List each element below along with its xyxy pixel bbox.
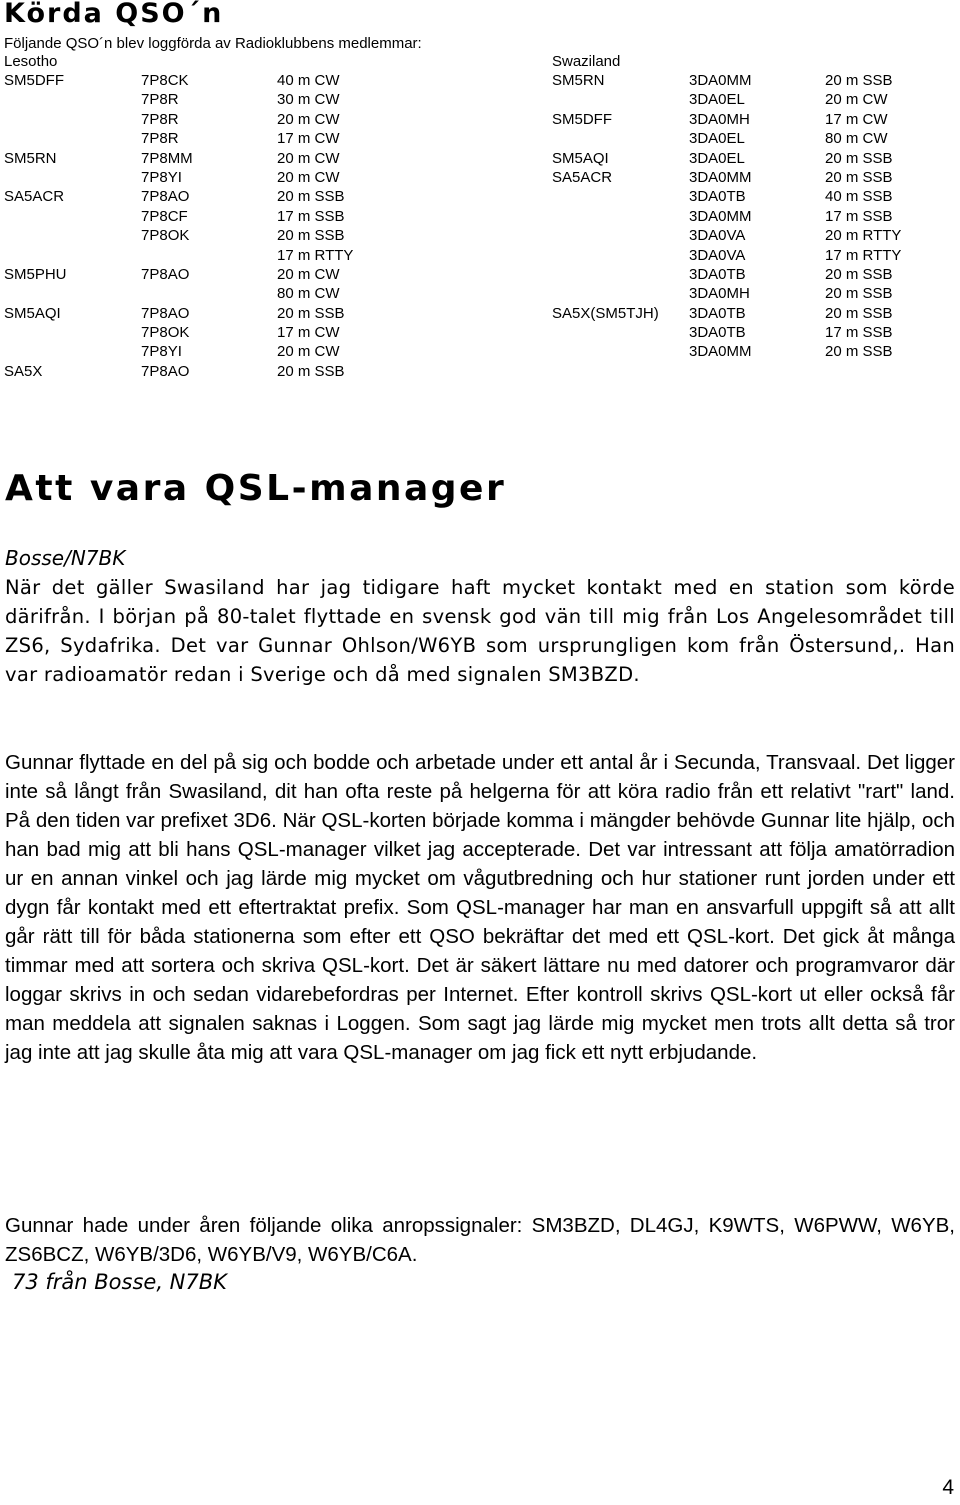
band-mode: 40 m SSB [825,188,893,206]
dx-callsign: 7P8R [141,91,179,109]
band-mode: 20 m CW [277,265,340,283]
dx-callsign: 7P8AO [141,362,190,380]
dx-callsign: 3DA0TB [689,324,746,342]
qso-row [4,168,384,187]
operator-callsign: SM5AQI [552,149,609,167]
band-mode: 20 m CW [277,343,340,361]
qso-row [552,187,952,206]
dx-callsign: 3DA0MM [689,72,752,89]
operator-callsign: SM5RN [4,149,57,167]
qso-row [552,71,952,90]
operator-callsign: SA5ACR [4,188,65,206]
qso-row [552,304,952,323]
dx-callsign: 3DA0TB [689,265,746,283]
dx-callsign: 7P8CK [141,72,189,89]
qso-row [4,129,384,148]
qso-row [552,207,952,226]
band-mode: 20 m CW [277,149,340,167]
qso-row [4,207,384,226]
qso-row [4,246,384,265]
dx-callsign: 3DA0MH [689,285,750,303]
dx-callsign: 7P8R [141,130,179,148]
band-mode: 20 m CW [277,168,340,186]
article-author: Bosse/N7BK [5,546,126,570]
paragraph-2: Gunnar flyttade en del på sig och bodde och arbetade under ett antal år i Secunda, Transvaal. Det ligger inte så långt från Swasiland, dit han ofta reste på helgerna för att köra radio från ett relativt "rart" land. På den tiden var prefixet 3D6. När QSL-korten började komma i mängder behövde Gunnar lite hjälp, och han bad mig att bli hans QSL-manager vilket jag accepterade. Det var intressant att följa amatörradion ur en annan vinkel och jag lärde mig mycket om vågutbredning och hur stationer runt jorden under ett dygn får kontakt med ett eftertraktat prefix. Som QSL-manager har man en ansvarfull uppgift så att allt går rätt till för båda stationerna som efter ett QSO bekräftar det med ett QSL-kort. Det gick åt många timmar med att sortera och skriva QSL-kort. Det är säkert lättare nu med datorer och programvaror där loggar skrivs in och sedan vidarebefordras per Internet. Efter kontroll skrivs QSL-kort ut eller också får man meddela att signalen saknas i Loggen. Som sagt jag lärde mig mycket men trots allt detta så tror jag inte att jag skulle åta mig att vara QSL-manager om jag fick ett nytt erbjudande. [5,751,955,1064]
dx-callsign: 3DA0MM [689,343,752,361]
band-mode: 20 m SSB [825,265,893,283]
qso-row [4,226,384,245]
qso-log-swaziland [552,71,952,362]
operator-callsign: SM5DFF [552,110,612,128]
band-mode: 20 m SSB [277,362,345,380]
operator-callsign: SA5ACR [552,168,613,186]
paragraph-1: När det gäller Swasiland har jag tidigare haft mycket kontakt med en station som körde därifrån. I början på 80-talet flyttade en svensk god vän till mig från Los Angelesområdet till ZS6, Sydafrika. Det var Gunnar Ohlson/W6YB som ursprungligen kom från Östersund,. Han var radioamatör redan i Sverige och då med signalen SM3BZD. [5,576,955,686]
band-mode: 20 m SSB [825,72,893,89]
band-mode: 20 m SSB [825,343,893,361]
dx-callsign: 3DA0VA [689,246,746,264]
dx-callsign: 7P8MM [141,149,193,167]
operator-callsign: SM5DFF [4,72,64,89]
band-mode: 20 m CW [277,110,340,128]
dx-callsign: 7P8CF [141,207,188,225]
qso-row [552,284,952,303]
dx-callsign: 3DA0MM [689,207,752,225]
qso-row [4,149,384,168]
qso-row [4,284,384,303]
qso-log-lesotho [4,71,384,381]
country-swaziland: Swaziland [552,53,621,70]
dx-callsign: 7P8YI [141,168,182,186]
qso-row [552,246,952,265]
qso-row [552,90,952,109]
qso-row [4,110,384,129]
dx-callsign: 3DA0TB [689,304,746,322]
band-mode: 17 m RTTY [277,246,354,264]
qso-row [552,226,952,245]
dx-callsign: 7P8OK [141,324,190,342]
band-mode: 17 m CW [277,324,340,342]
qso-row [552,323,952,342]
dx-callsign: 3DA0VA [689,227,746,245]
qso-row [4,342,384,361]
band-mode: 17 m SSB [825,207,893,225]
dx-callsign: 3DA0TB [689,188,746,206]
qso-row [552,265,952,284]
page-number: 4 [942,1476,954,1499]
band-mode: 20 m SSB [825,285,893,303]
qso-row [4,265,384,284]
dx-callsign: 3DA0EL [689,149,745,167]
dx-callsign: 7P8AO [141,188,190,206]
dx-callsign: 3DA0MH [689,110,750,128]
page-title: Körda QSO´n [4,0,224,29]
qso-row [4,304,384,323]
qso-row [4,323,384,342]
qso-row [552,168,952,187]
dx-callsign: 3DA0EL [689,130,745,148]
qso-row [552,129,952,148]
dx-callsign: 3DA0MM [689,168,752,186]
qso-row [4,362,384,381]
page-subtitle: Följande QSO´n blev loggförda av Radioklubbens medlemmar: [4,35,422,52]
band-mode: 17 m CW [825,110,888,128]
band-mode: 20 m SSB [277,227,345,245]
band-mode: 17 m SSB [277,207,345,225]
country-lesotho: Lesotho [4,53,58,70]
band-mode: 40 m CW [277,72,340,89]
qso-row [4,187,384,206]
dx-callsign: 7P8AO [141,304,190,322]
band-mode: 20 m SSB [825,149,893,167]
operator-callsign: SM5RN [552,72,605,89]
signoff: 73 från Bosse, N7BK [12,1270,227,1294]
band-mode: 17 m RTTY [825,246,902,264]
qso-row [552,149,952,168]
band-mode: 20 m SSB [277,304,345,322]
dx-callsign: 7P8R [141,110,179,128]
dx-callsign: 7P8OK [141,227,190,245]
paragraph-3: Gunnar hade under åren följande olika anropssignaler: SM3BZD, DL4GJ, K9WTS, W6PWW, W6YB, ZS6BCZ, W6YB/3D6, W6YB/V9, W6YB/C6A. [5,1214,955,1266]
band-mode: 30 m CW [277,91,340,109]
dx-callsign: 7P8YI [141,343,182,361]
qso-row [552,342,952,361]
qso-row [552,110,952,129]
band-mode: 20 m SSB [825,304,893,322]
band-mode: 20 m SSB [277,188,345,206]
band-mode: 17 m SSB [825,324,893,342]
qso-row [4,90,384,109]
band-mode: 20 m RTTY [825,227,902,245]
band-mode: 80 m CW [277,285,340,303]
qso-row [4,71,384,90]
band-mode: 17 m CW [277,130,340,148]
band-mode: 20 m SSB [825,168,893,186]
operator-callsign: SA5X(SM5TJH) [552,304,659,322]
dx-callsign: 7P8AO [141,265,190,283]
operator-callsign: SM5PHU [4,265,67,283]
operator-callsign: SM5AQI [4,304,61,322]
operator-callsign: SA5X [4,362,43,380]
band-mode: 20 m CW [825,91,888,109]
article-title: Att vara QSL-manager [5,468,507,509]
dx-callsign: 3DA0EL [689,91,745,109]
band-mode: 80 m CW [825,130,888,148]
